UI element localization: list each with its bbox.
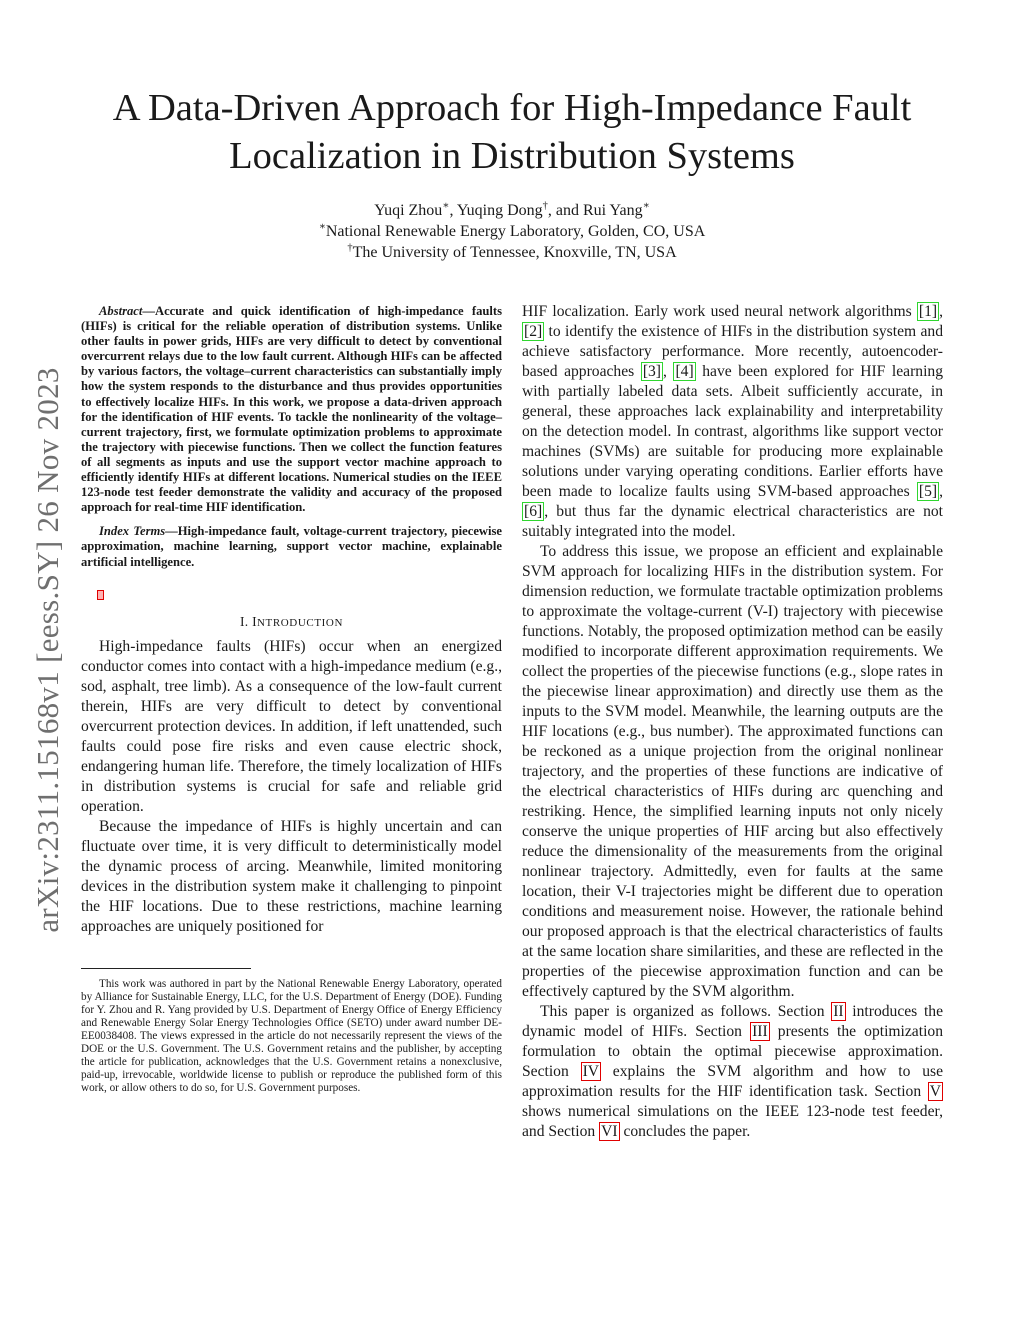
funding-footnote: This work was authored in part by the National Renewable Energy Laboratory, operated by Alliance for Sustainable Energy, LLC, for the U.S. Department of Energy (DOE). Funding for Y. Zhou and R. Yang provided by U.S. Department of Energy Office of Energy Efficiency and Renewable Energy Solar Energy Technologies Office (SETO) under award number DE-EE0038408. The views expressed in the article do not necessarily represent the views of the DOE or the U.S. Government. The U.S. Government retains and the publisher, by accepting the article for publication, acknowledges that the U.S. Government retains a nonexclusive, paid-up, irrevocable, worldwide license to publish or reproduce the published form of this work, or allow others to do so, for U.S. Government purposes. [81,977,502,1095]
text-run: presents the optimization formulation to obtain the optimal piecewise approximation. Section [522,1023,943,1080]
text-run: , but thus far the dynamic electrical characteristics are not suitably integrated into the model. [522,503,943,540]
index-terms [81,524,502,569]
author-1-mark: ∗ [442,200,450,212]
affiliation-1-text: National Renewable Energy Laboratory, Golden, CO, USA [325,223,706,240]
abstract-dash: — [142,304,155,318]
affiliation-2 [0,242,1024,263]
author-2-mark: † [542,200,548,212]
index-terms-text: High-impedance fault, voltage-current trajectory, piecewise approximation, machine learning, support vector machine, explainable artificial intelligence. [81,524,502,569]
paper-title: A Data-Driven Approach for High-Impedance Fault Localization in Distribution Systems [112,87,912,177]
text-run: shows numerical simulations on the IEEE 123-node test feeder, and Section [522,1103,943,1140]
annotation-marker-icon[interactable] [97,590,104,600]
affiliation-2-mark: † [347,242,353,254]
affiliation-1-mark: ∗ [318,221,326,233]
text-run: concludes the paper. [619,1123,751,1140]
section-link[interactable]: V [929,1083,941,1100]
author-2: Yuqing Dong [456,202,543,219]
right-paragraph-1 [522,302,943,542]
footnote-divider [81,968,251,969]
abstract-text: Accurate and quick identification of high-impedance faults (HIFs) is critical for the reliable operation of distribution systems. Unlike other faults in power grids, HIFs are very difficult to detect by conventional overcurrent relays due to the low fault current. Although HIFs can be affected by various factors, the voltage–current characteristics can substantially imply how the system responds to the disturbance and thus provides opportunities to effectively localize HIFs. In this work, we propose a data-driven approach for the identification of HIF events. To tackle the nonlinearity of the voltage–current trajectory, first, we formulate optimization problems to approximate the trajectory with piecewise functions. Then we collect the function features of all segments as inputs and use the support vector machine approach to efficiently identify HIFs at different locations. Numerical studies on the IEEE 123-node test feeder demonstrate the validity and accuracy of the proposed approach for real-time HIF identification. [81,304,502,515]
intro-paragraph-1: High-impedance faults (HIFs) occur when an energized conductor comes into contact with a high-impedance medium (e.g., sod, asphalt, tree limb). As a consequence of the low-fault current therein, HIFs are very difficult to detect by conventional overcurrent protection devices. In addition, if left unattended, such faults could pose fire risks and even cause electric shock, endangering human life. Therefore, the timely localization of HIFs in distribution systems is crucial for safe and reliable grid operation. [81,637,502,815]
abstract [81,304,502,515]
section-link[interactable]: II [833,1003,844,1020]
author-sep-2: , and [547,202,583,219]
author-1: Yuqi Zhou [374,202,443,219]
text-run: explains the SVM algorithm and how to use approximation results for the HIF identification task. Section [522,1063,943,1100]
abstract-label: Abstract [99,304,143,318]
section-link[interactable]: IV [582,1063,600,1080]
affiliation-2-text: The University of Tennessee, Knoxville, TN, USA [352,244,677,261]
arxiv-side-identifier [24,340,72,960]
citation-link[interactable]: [2] [524,323,543,340]
citation-link[interactable]: [4] [675,363,694,380]
text-run: introduces the dynamic model of HIFs. Section [522,1003,943,1040]
text-run: This paper is organized as follows. Section [540,1003,832,1020]
section-heading-introduction [81,614,502,630]
section-numeral: I. [240,613,253,629]
text-run: have been explored for HIF learning with partially labeled data sets. Albeit sufficiently accurate, in general, these approaches lack explainability and interpretability on the detection model. In contrast, algorithms like support vector machines (SVMs) are suitable for producing more explainable solutions under varying operating conditions. Earlier efforts have been made to localize faults using SVM-based approaches [522,363,944,500]
text-run: , [663,363,674,380]
text-run: , [939,303,943,320]
index-terms-dash: — [165,524,178,539]
section-title-rest: NTRODUCTION [256,616,343,629]
author-block [0,200,1024,263]
index-terms-label: Index Terms [99,524,166,539]
section-link[interactable]: III [752,1023,768,1040]
citation-link[interactable]: [3] [642,363,661,380]
right-paragraph-3 [522,1002,943,1142]
right-column [522,302,943,1142]
text-run: HIF localization. Early work used neural network algorithms [522,303,917,320]
section-first-letter: I [252,613,257,629]
text-run: to identify the existence of HIFs in the distribution system and achieve satisfactory performance. More recently, autoencoder-based approaches [522,323,943,380]
intro-paragraph-2: Because the impedance of HIFs is highly uncertain and can fluctuate over time, it is very difficult to deterministically model the dynamic process of arcing. Meanwhile, limited monitoring devices in the distribution system make it challenging to pinpoint the HIF locations. Due to these restrictions, machine learning approaches are uniquely positioned for [81,817,502,935]
citation-link[interactable]: [1] [918,303,938,320]
author-sep-1: , [449,202,457,219]
author-3: Rui Yang [582,202,643,219]
left-column [81,304,502,1095]
section-link[interactable]: VI [601,1123,618,1140]
citation-link[interactable]: [6] [524,503,543,520]
arxiv-id-text: arXiv:2311.15168v1 [eess.SY] 26 Nov 2023 [30,367,65,933]
right-paragraph-2: To address this issue, we propose an efficient and explainable SVM approach for localizing HIFs in the distribution system. For dimension reduction, we formulate tractable optimization problems to approximate the voltage-current (V-I) trajectory with piecewise functions. Notably, the proposed optimization method can be easily modified to incorporate different approximation requirements. We collect the properties of the piecewise functions (e.g., slope rates in the piecewise linear approximation) and directly use them as the inputs to the SVM model. Meanwhile, the learning outputs are the HIF locations (e.g., bus number). The approximated functions can be reckoned as a unique projection from the original nonlinear trajectory, and the properties of these functions are indicative of the electrical characteristics of HIFs during arc quenching and restriking. Hence, the simplified learning inputs not only nicely conserve the unique properties of HIF arcing but also effectively reduce the dimensionality of the measurements from the original nonlinear trajectory. Admittedly, even for faults at the same location, their V-I trajectories might be different due to operation conditions and measurement noise. However, the rationale behind our proposed approach is that the electrical characteristics of faults at the same location share similarities, and these are reflected in the properties of the piecewise approximation function and can be effectively captured by the SVM algorithm. [522,543,943,1000]
author-3-mark: ∗ [642,200,650,212]
affiliation-1 [0,221,1024,242]
citation-link[interactable]: [5] [918,483,938,500]
text-run: , [939,483,943,500]
author-names [0,200,1024,221]
